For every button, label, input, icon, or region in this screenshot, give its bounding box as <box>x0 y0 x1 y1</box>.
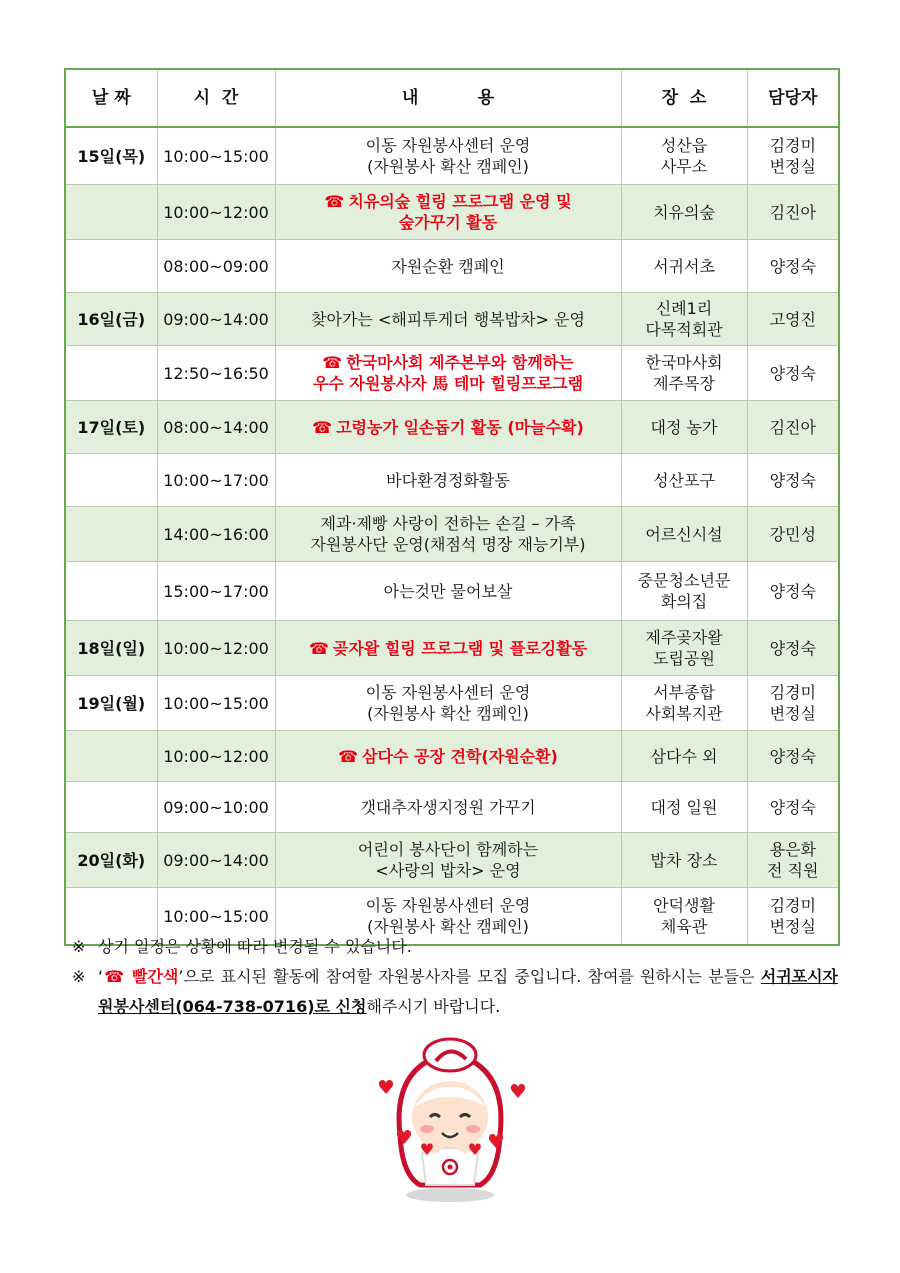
content-cell: 이동 자원봉사센터 운영 (자원봉사 확산 캠페인) <box>275 888 621 946</box>
time-cell: 09:00~14:00 <box>157 833 275 888</box>
table-row <box>65 127 839 185</box>
note-mark: ※ <box>72 937 86 956</box>
place-cell: 안덕생활 체육관 <box>621 888 747 946</box>
header-manager: 담당자 <box>747 69 839 127</box>
quote-open: ‘ <box>98 967 104 986</box>
content-cell: ☎ 삼다수 공장 견학(자원순환) <box>275 731 621 782</box>
phone-icon: ☎ <box>322 353 343 372</box>
mascot-illustration <box>370 1035 530 1205</box>
date-cell <box>65 185 157 240</box>
manager-cell: 양정숙 <box>747 731 839 782</box>
header-date: 날 짜 <box>65 69 157 127</box>
header-place: 장 소 <box>621 69 747 127</box>
note-2 <box>72 962 838 1022</box>
date-cell <box>65 240 157 293</box>
table-row <box>65 782 839 833</box>
quote-close: ’ <box>178 967 184 986</box>
place-cell: 대정 농가 <box>621 401 747 454</box>
place-cell: 한국마사회 제주목장 <box>621 346 747 401</box>
table-header-row <box>65 69 839 127</box>
content-cell: ☎ 한국마사회 제주본부와 함께하는 우수 자원봉사자 馬 테마 힐링프로그램 <box>275 346 621 401</box>
place-cell: 어르신시설 <box>621 507 747 562</box>
content-cell: 찾아가는 <해피투게더 행복밥차> 운영 <box>275 293 621 346</box>
content-cell: 제과·제빵 사랑이 전하는 손길 – 가족 자원봉사단 운영(채점석 명장 재능기부) <box>275 507 621 562</box>
date-cell: 19일(월) <box>65 676 157 731</box>
date-cell: 16일(금) <box>65 293 157 346</box>
manager-cell: 양정숙 <box>747 562 839 621</box>
table-row <box>65 240 839 293</box>
manager-cell: 양정숙 <box>747 782 839 833</box>
place-cell: 치유의숲 <box>621 185 747 240</box>
table-row <box>65 621 839 676</box>
date-cell <box>65 731 157 782</box>
date-cell <box>65 507 157 562</box>
manager-cell: 양정숙 <box>747 240 839 293</box>
note-1 <box>72 932 838 962</box>
time-cell: 10:00~12:00 <box>157 731 275 782</box>
place-cell: 삼다수 외 <box>621 731 747 782</box>
manager-cell: 양정숙 <box>747 346 839 401</box>
date-cell <box>65 454 157 507</box>
content-cell: 아는것만 물어보살 <box>275 562 621 621</box>
time-cell: 10:00~15:00 <box>157 127 275 185</box>
place-cell: 밥차 장소 <box>621 833 747 888</box>
table-row <box>65 731 839 782</box>
time-cell: 14:00~16:00 <box>157 507 275 562</box>
table-row <box>65 562 839 621</box>
time-cell: 08:00~09:00 <box>157 240 275 293</box>
place-cell: 성산포구 <box>621 454 747 507</box>
notes <box>72 932 838 1022</box>
header-content: 내 용 <box>275 69 621 127</box>
content-cell: 이동 자원봉사센터 운영 (자원봉사 확산 캠페인) <box>275 127 621 185</box>
place-cell: 제주곶자왈 도립공원 <box>621 621 747 676</box>
note-2-body: 으로 표시된 활동에 참여할 자원봉사자를 모집 중입니다. 참여를 원하시는 분들은 <box>183 967 761 986</box>
date-cell: 17일(토) <box>65 401 157 454</box>
manager-cell: 용은화 전 직원 <box>747 833 839 888</box>
manager-cell: 양정숙 <box>747 454 839 507</box>
phone-icon: ☎ <box>312 417 333 437</box>
content-cell: ☎ 곶자왈 힐링 프로그램 및 플로깅활동 <box>275 621 621 676</box>
time-cell: 09:00~14:00 <box>157 293 275 346</box>
schedule-table <box>64 68 840 946</box>
table-row <box>65 676 839 731</box>
place-cell: 성산읍 사무소 <box>621 127 747 185</box>
note-2-text <box>98 962 838 1022</box>
table-row <box>65 833 839 888</box>
time-cell: 10:00~17:00 <box>157 454 275 507</box>
date-cell <box>65 782 157 833</box>
time-cell: 09:00~10:00 <box>157 782 275 833</box>
time-cell: 15:00~17:00 <box>157 562 275 621</box>
manager-cell: 강민성 <box>747 507 839 562</box>
table-row <box>65 401 839 454</box>
manager-cell: 김경미 변정실 <box>747 127 839 185</box>
date-cell <box>65 346 157 401</box>
table-row <box>65 346 839 401</box>
time-cell: 10:00~12:00 <box>157 185 275 240</box>
content-cell: ☎ 치유의숲 힐링 프로그램 운영 및 숲가꾸기 활동 <box>275 185 621 240</box>
time-cell: 08:00~14:00 <box>157 401 275 454</box>
red-label: ☎ 빨간색 <box>103 967 179 986</box>
table-row <box>65 507 839 562</box>
time-cell: 10:00~15:00 <box>157 676 275 731</box>
phone-icon: ☎ <box>308 638 329 658</box>
manager-cell: 김진아 <box>747 185 839 240</box>
place-cell: 서귀서초 <box>621 240 747 293</box>
place-cell: 대정 일원 <box>621 782 747 833</box>
date-cell: 18일(일) <box>65 621 157 676</box>
manager-cell: 김진아 <box>747 401 839 454</box>
manager-cell: 고영진 <box>747 293 839 346</box>
place-cell: 신례1리 다목적회관 <box>621 293 747 346</box>
content-cell: 어린이 봉사단이 함께하는 <사랑의 밥차> 운영 <box>275 833 621 888</box>
date-cell: 15일(목) <box>65 127 157 185</box>
time-cell: 12:50~16:50 <box>157 346 275 401</box>
table-row <box>65 293 839 346</box>
place-cell: 중문청소년문 화의집 <box>621 562 747 621</box>
note-1-text: 상기 일정은 상황에 따라 변경될 수 있습니다. <box>98 937 412 956</box>
manager-cell: 김경미 변정실 <box>747 676 839 731</box>
time-cell: 10:00~15:00 <box>157 888 275 946</box>
note-mark: ※ <box>72 967 86 986</box>
place-cell: 서부종합 사회복지관 <box>621 676 747 731</box>
date-cell <box>65 562 157 621</box>
time-cell: 10:00~12:00 <box>157 621 275 676</box>
content-cell: ☎ 고령농가 일손돕기 활동 (마늘수확) <box>275 401 621 454</box>
content-cell: 바다환경정화활동 <box>275 454 621 507</box>
content-cell: 자원순환 캠페인 <box>275 240 621 293</box>
content-cell: 갯대추자생지정원 가꾸기 <box>275 782 621 833</box>
manager-cell: 김경미 변정실 <box>747 888 839 946</box>
note-2-end: 해주시기 바랍니다. <box>366 997 501 1016</box>
phone-icon: ☎ <box>338 746 359 766</box>
date-cell: 20일(화) <box>65 833 157 888</box>
content-cell: 이동 자원봉사센터 운영 (자원봉사 확산 캠페인) <box>275 676 621 731</box>
table-row <box>65 185 839 240</box>
phone-icon: ☎ <box>324 192 345 211</box>
manager-cell: 양정숙 <box>747 621 839 676</box>
apply-contact: 서귀포시자원봉사센터(064-738-0716)로 신청 <box>98 967 839 1016</box>
header-time: 시 간 <box>157 69 275 127</box>
table-row <box>65 454 839 507</box>
